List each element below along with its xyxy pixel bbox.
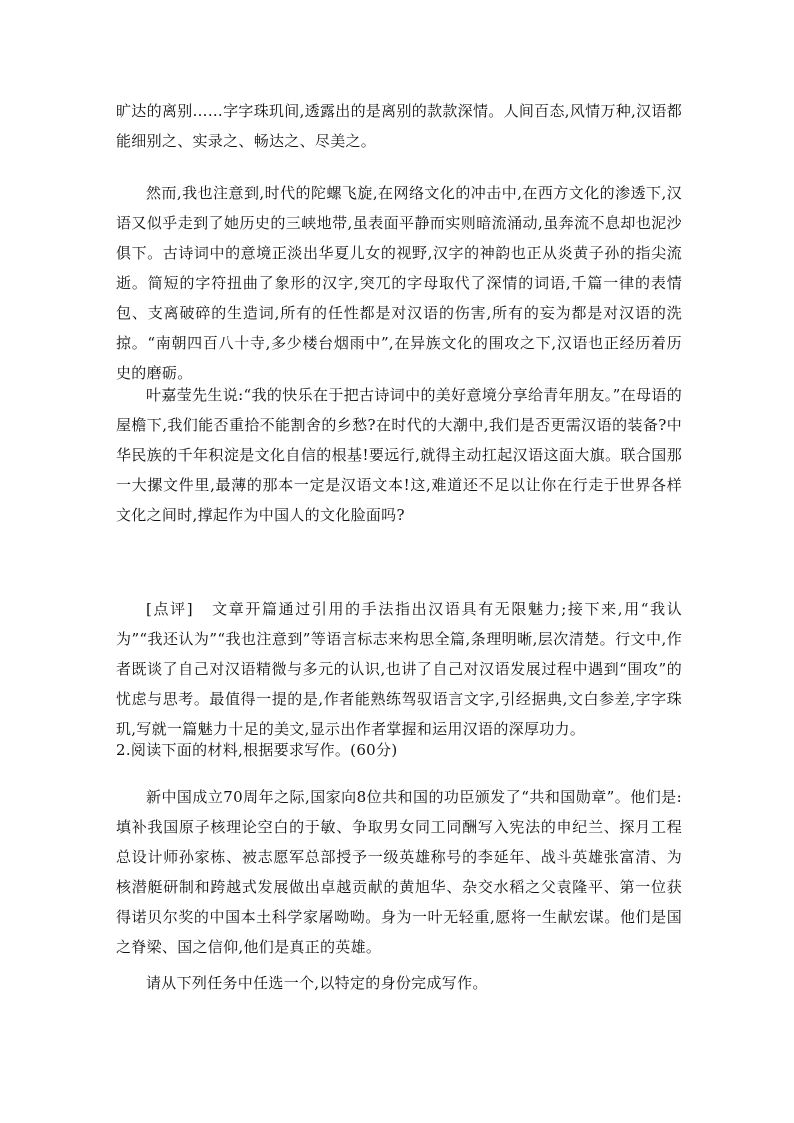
paragraph-ye-jiaying-quote: 叶嘉莹先生说:“我的快乐在于把古诗词中的美好意境分享给青年朋友。”在母语的屋檐下,我们能否重拾不能割舍的乡愁?在时代的大潮中,我们是否更需汉语的装备?中华民族的千年积淀是文化自信的根基!要远行,就得主动扛起汉语这面大旗。联合国那一大摞文件里,最薄的那本一定是汉语文本!这,难道还不足以让你在行走于世界各样文化之间时,撑起作为中国人的文化脸面吗? — [116, 386, 682, 524]
paragraph-commentary — [116, 594, 682, 744]
paragraph-farewell-ending: 旷达的离别……字字珠玑间,透露出的是离别的款款深情。人间百态,风情万种,汉语都能细别之、实录之、畅达之、尽美之。 — [116, 102, 683, 150]
paragraph-republic-medal-material: 新中国成立70周年之际,国家向8位共和国的功臣颁发了“共和国勋章”。他们是:填补我国原子核理论空白的于敏、争取男女同工同酬写入宪法的申纪兰、探月工程总设计师孙家栋、被志愿军总部授予一级英雄称号的李延年、战斗英雄张富清、为核潜艇研制和跨越式发展做出卓越贡献的黄旭华、杂交水稻之父袁隆平、第一位获得诺贝尔奖的中国本土科学家屠呦呦。身为一叶无轻重,愿将一生献宏谋。他们是国之脊梁、国之信仰,他们是真正的英雄。 — [116, 788, 682, 956]
document-page — [116, 0, 682, 1123]
question-2-heading: 2.阅读下面的材料,根据要求写作。(60分) — [116, 741, 398, 759]
paragraph-task-instruction: 请从下列任务中任选一个,以特定的身份完成写作。 — [146, 974, 488, 992]
paragraph-chinese-challenges: 然而,我也注意到,时代的陀螺飞旋,在网络文化的冲击中,在西方文化的渗透下,汉语又似乎走到了她历史的三峡地带,虽表面平静而实则暗流涌动,虽奔流不息却也泥沙俱下。古诗词中的意境正淡出华夏儿女的视野,汉字的神韵也正从炎黄子孙的指尖流逝。简短的字符扭曲了象形的汉字,突兀的字母取代了深情的词语,千篇一律的表情包、支离破碎的生造词,所有的任性都是对汉语的伤害,所有的妄为都是对汉语的洗掠。“南朝四百八十寺,多少楼台烟雨中”,在异族文化的围攻之下,汉语也正经历着历史的磨砺。 — [116, 184, 682, 382]
commentary-text: 文章开篇通过引用的手法指出汉语具有无限魅力;接下来,用“我认为”“我还认为”“我也注意到”等语言标志来构思全篇,条理明晰,层次清楚。行文中,作者既谈了自己对汉语精微与多元的认识,也讲了自己对汉语发展过程中遇到“围攻”的忧虑与思考。最值得一提的是,作者能熟练驾驭语言文字,引经据典,文白参差,字字珠玑,写就一篇魅力十足的美文,显示出作者掌握和运用汉语的深厚功力。 — [116, 600, 682, 738]
commentary-label: [点评] — [146, 600, 193, 618]
